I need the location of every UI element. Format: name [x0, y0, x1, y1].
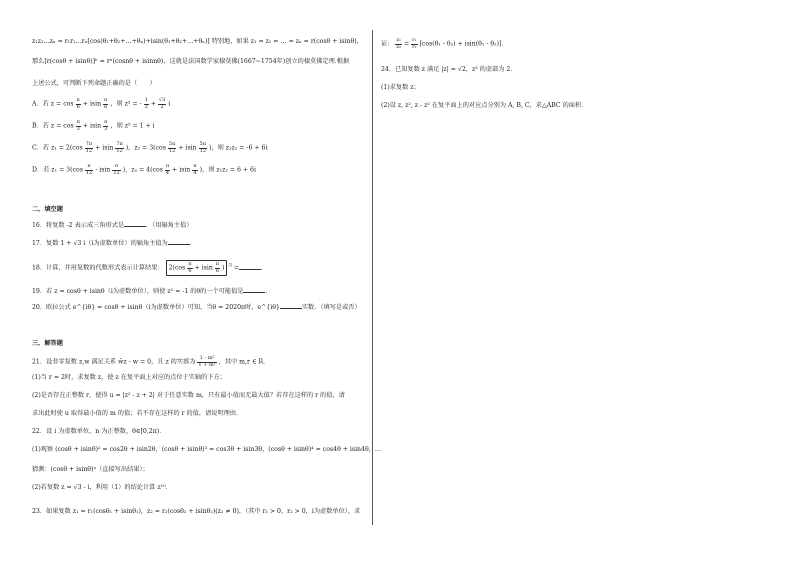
- q18-tail: ．: [261, 264, 268, 272]
- option-a-mid: + isin: [82, 100, 102, 108]
- question-18: [32, 260, 267, 276]
- numerator: 5π: [199, 141, 207, 147]
- denominator: 3: [76, 125, 80, 132]
- option-b-tail: ，则 z⁵ = 1 + i: [110, 122, 155, 130]
- denominator: 4: [193, 169, 197, 176]
- option-c-mid: + isin: [95, 144, 114, 152]
- fraction: [197, 356, 216, 368]
- equals-sign: =: [403, 40, 410, 48]
- text-line: 23．如果复数 z₁ = r₁(cosθ₁ + isinθ₁)，z₂ = r₂(cosθ₂ + isinθ₂)(z₂ ≠ 0)，（其中 r₁ > 0，r₂ > 0，i为虚数单位），求: [32, 508, 361, 515]
- fraction: [115, 142, 123, 154]
- q20-text: 20．欧拉公式 e^{iθ} = cosθ + isinθ（i为虚数单位）可知，当θ = 2020π时，e^{iθ}: [32, 304, 280, 311]
- q21-tail: ，其中 m,r ∈ R．: [218, 358, 270, 366]
- fraction: [165, 164, 170, 176]
- option-a: [32, 98, 170, 110]
- q21-text: 21．设非零复数 z,w 满足关系 w̄z - w = 0，且 z 的实部为: [32, 358, 196, 366]
- denominator: r₂: [412, 43, 417, 50]
- answer-blank[interactable]: [168, 238, 190, 245]
- option-c-text: C．若 z₁ = 2(cos: [32, 144, 83, 152]
- option-d-text: D．若 z₁ = 3(cos: [32, 166, 83, 174]
- exponent: -3: [227, 263, 232, 269]
- numerator: π: [104, 119, 108, 125]
- numerator: π: [104, 97, 108, 103]
- denominator: 6: [104, 103, 108, 110]
- fraction: [192, 164, 197, 176]
- denominator: 12: [113, 169, 120, 176]
- text-line: (2)是否存在正整数 r，使得 u = |z² - z + 2| 对于任意实数 m，只有最小值而无最大值？若存在这样的 r 的值，请: [32, 392, 345, 399]
- q17-tail: ．: [189, 240, 196, 247]
- fraction: [76, 98, 81, 110]
- q18-inner: 2(cos: [168, 264, 186, 272]
- option-c: [32, 142, 267, 154]
- denominator: 12: [199, 147, 207, 154]
- text-line: 求出此时使 u 取得最小值的 m 的值；若不存在这样的 r 的值，请说明理由．: [32, 410, 243, 417]
- fraction: [144, 98, 149, 110]
- numerator: π: [76, 97, 80, 103]
- numerator: π: [76, 119, 80, 125]
- denominator: 12: [116, 147, 123, 154]
- numerator: z₁: [396, 37, 401, 43]
- option-d: [32, 164, 256, 176]
- fraction: [199, 142, 207, 154]
- fraction: [76, 120, 81, 132]
- numerator: 5π: [168, 141, 176, 147]
- question-17: [32, 238, 196, 248]
- option-d-tail: )，则 z₁z₂ = 6 + 6i: [199, 166, 256, 174]
- fraction: [158, 98, 166, 110]
- option-b-text: B．若 z = cos: [32, 122, 74, 130]
- q16-text: 16．将复数 -2 表示成三角形式是: [32, 222, 125, 229]
- denominator: 12: [85, 147, 93, 154]
- fraction: [168, 142, 176, 154]
- option-b-mid: + isin: [82, 122, 102, 130]
- q19-tail: ．: [265, 288, 272, 295]
- numerator: 7π: [85, 141, 93, 147]
- denominator: 6: [188, 267, 192, 274]
- proof-tail: [cos(θ₁ - θ₂) + isin(θ₁ - θ₂)]．: [419, 40, 508, 48]
- option-a-text: A．若 z = cos: [32, 100, 74, 108]
- numerator: π: [165, 163, 170, 169]
- answer-blank[interactable]: [280, 302, 302, 309]
- answer-blank[interactable]: [239, 263, 261, 270]
- q16-tail: ．（用辐角主值）: [146, 222, 193, 229]
- q20-tail: 实数．（填写是或否）: [301, 304, 361, 311]
- fraction: [103, 98, 108, 110]
- proof-label: 证：: [381, 40, 394, 48]
- numerator: π: [85, 164, 93, 171]
- answer-blank[interactable]: [243, 286, 265, 293]
- numerator: 1: [144, 97, 148, 103]
- option-a-end: i: [168, 100, 171, 108]
- numerator: π: [188, 261, 192, 267]
- fraction: [85, 142, 93, 154]
- option-c-mid2: )，z₂ = 3(cos: [125, 144, 166, 152]
- denominator: 12: [168, 147, 176, 154]
- fraction: [411, 38, 417, 50]
- fraction: [215, 262, 220, 274]
- plus-sign: +: [150, 100, 156, 108]
- text-line: 猜测：(cosθ + isinθ)ⁿ（直接写出结果）；: [32, 466, 149, 473]
- denominator: 12: [85, 169, 93, 176]
- section-heading-fill: 二、填空题: [32, 206, 63, 213]
- numerator: √3: [158, 97, 166, 103]
- fraction: [85, 164, 93, 176]
- numerator: 7π: [116, 141, 123, 147]
- text-line: (1)观察 (cosθ + isinθ)² = cos2θ + isin2θ，(cosθ + isinθ)³ = cos3θ + isin3θ，(cosθ + isinθ)⁴ = cos4θ + isin4θ，…: [32, 446, 382, 453]
- proof-line: [381, 38, 508, 50]
- question-21: [32, 356, 269, 368]
- denominator: 4: [165, 169, 170, 176]
- fraction: [103, 120, 108, 132]
- text-line: 上述公式，可判断下列命题正确的是（ ）: [32, 80, 156, 87]
- option-d-mid3: + isin: [172, 166, 191, 174]
- text-line: (1)求复数 z；: [381, 84, 420, 91]
- bracket-expression: [166, 260, 228, 276]
- numerator: 1 - m²: [197, 356, 216, 363]
- q17-text: 17．复数 1 + √3 i（i为虚数单位）的辐角主值为: [32, 240, 168, 247]
- text-line: (2)设 z, z², z - z² 在复平面上的对应点分别为 A, B, C，求△ABC 的面积．: [381, 102, 588, 109]
- text-line: 24．已知复数 z 满足 |z| = √2，z² 的虚部为 2．: [381, 66, 517, 73]
- option-c-mid3: + isin: [178, 144, 197, 152]
- numerator: π: [112, 164, 120, 171]
- q18-close: ): [222, 264, 225, 272]
- numerator: π: [215, 261, 220, 267]
- option-d-mid2: )，z₂ = 4(cos: [122, 166, 163, 174]
- text-line: z₁z₂…zₙ = r₁r₂…rₙ[cos(θ₁+θ₂+…+θₙ)+isin(θ₁+θ₂+…+θₙ)] 特别地，如果 z₁ = z₂ = … = zₙ = r(cosθ + isinθ)，: [32, 38, 363, 45]
- denominator: 2: [144, 103, 148, 110]
- option-c-tail: )，则 z₁z₂ = -6 + 6i: [209, 144, 268, 152]
- answer-blank[interactable]: [124, 220, 146, 227]
- question-20: [32, 302, 361, 312]
- text-line: 22．设 i 为虚数单位，n 为正整数，θ∈[0,2π)．: [32, 428, 166, 435]
- text-line: (1)当 r = 2时，求复数 z，使 z 在复平面上对应的点位于实轴的下方；: [32, 374, 226, 381]
- numerator: r₁: [412, 37, 417, 43]
- denominator: z₂: [396, 43, 401, 50]
- option-d-mid: - isin: [95, 166, 111, 174]
- option-a-tail: ，则 z³ = -: [110, 100, 142, 108]
- q19-text: 19．若 z = cosθ + isinθ（i为虚数单位），则使 z² = -1 的θ的一个可能值是: [32, 288, 244, 295]
- denominator: 6: [215, 267, 220, 274]
- question-16: [32, 220, 193, 230]
- option-b: [32, 120, 155, 132]
- denominator: 3: [104, 125, 108, 132]
- text-line: 那么[r(cosθ + isinθ)]ⁿ = rⁿ(cosnθ + isinnθ)，这就是法国数学家棣莫佛(1667~1754年)创立的棣莫佛定理.根据: [32, 58, 350, 65]
- text-line: (2)若复数 z = √3 - i，利用（1）的结论计算 z¹⁰．: [32, 484, 172, 491]
- q18-text: 18．计算，并用复数的代数形式表示计算结果：: [32, 264, 164, 272]
- q18-mid: + isin: [194, 264, 213, 272]
- equals-sign: =: [233, 264, 240, 272]
- fraction: [187, 262, 192, 274]
- denominator: 6: [76, 103, 80, 110]
- fraction: [395, 38, 402, 50]
- section-heading-answer: 三、解答题: [32, 340, 63, 347]
- question-19: [32, 286, 272, 296]
- numerator: π: [193, 163, 197, 169]
- fraction: [112, 164, 120, 176]
- denominator: 2: [160, 103, 164, 110]
- denominator: 1 + m²: [198, 361, 216, 368]
